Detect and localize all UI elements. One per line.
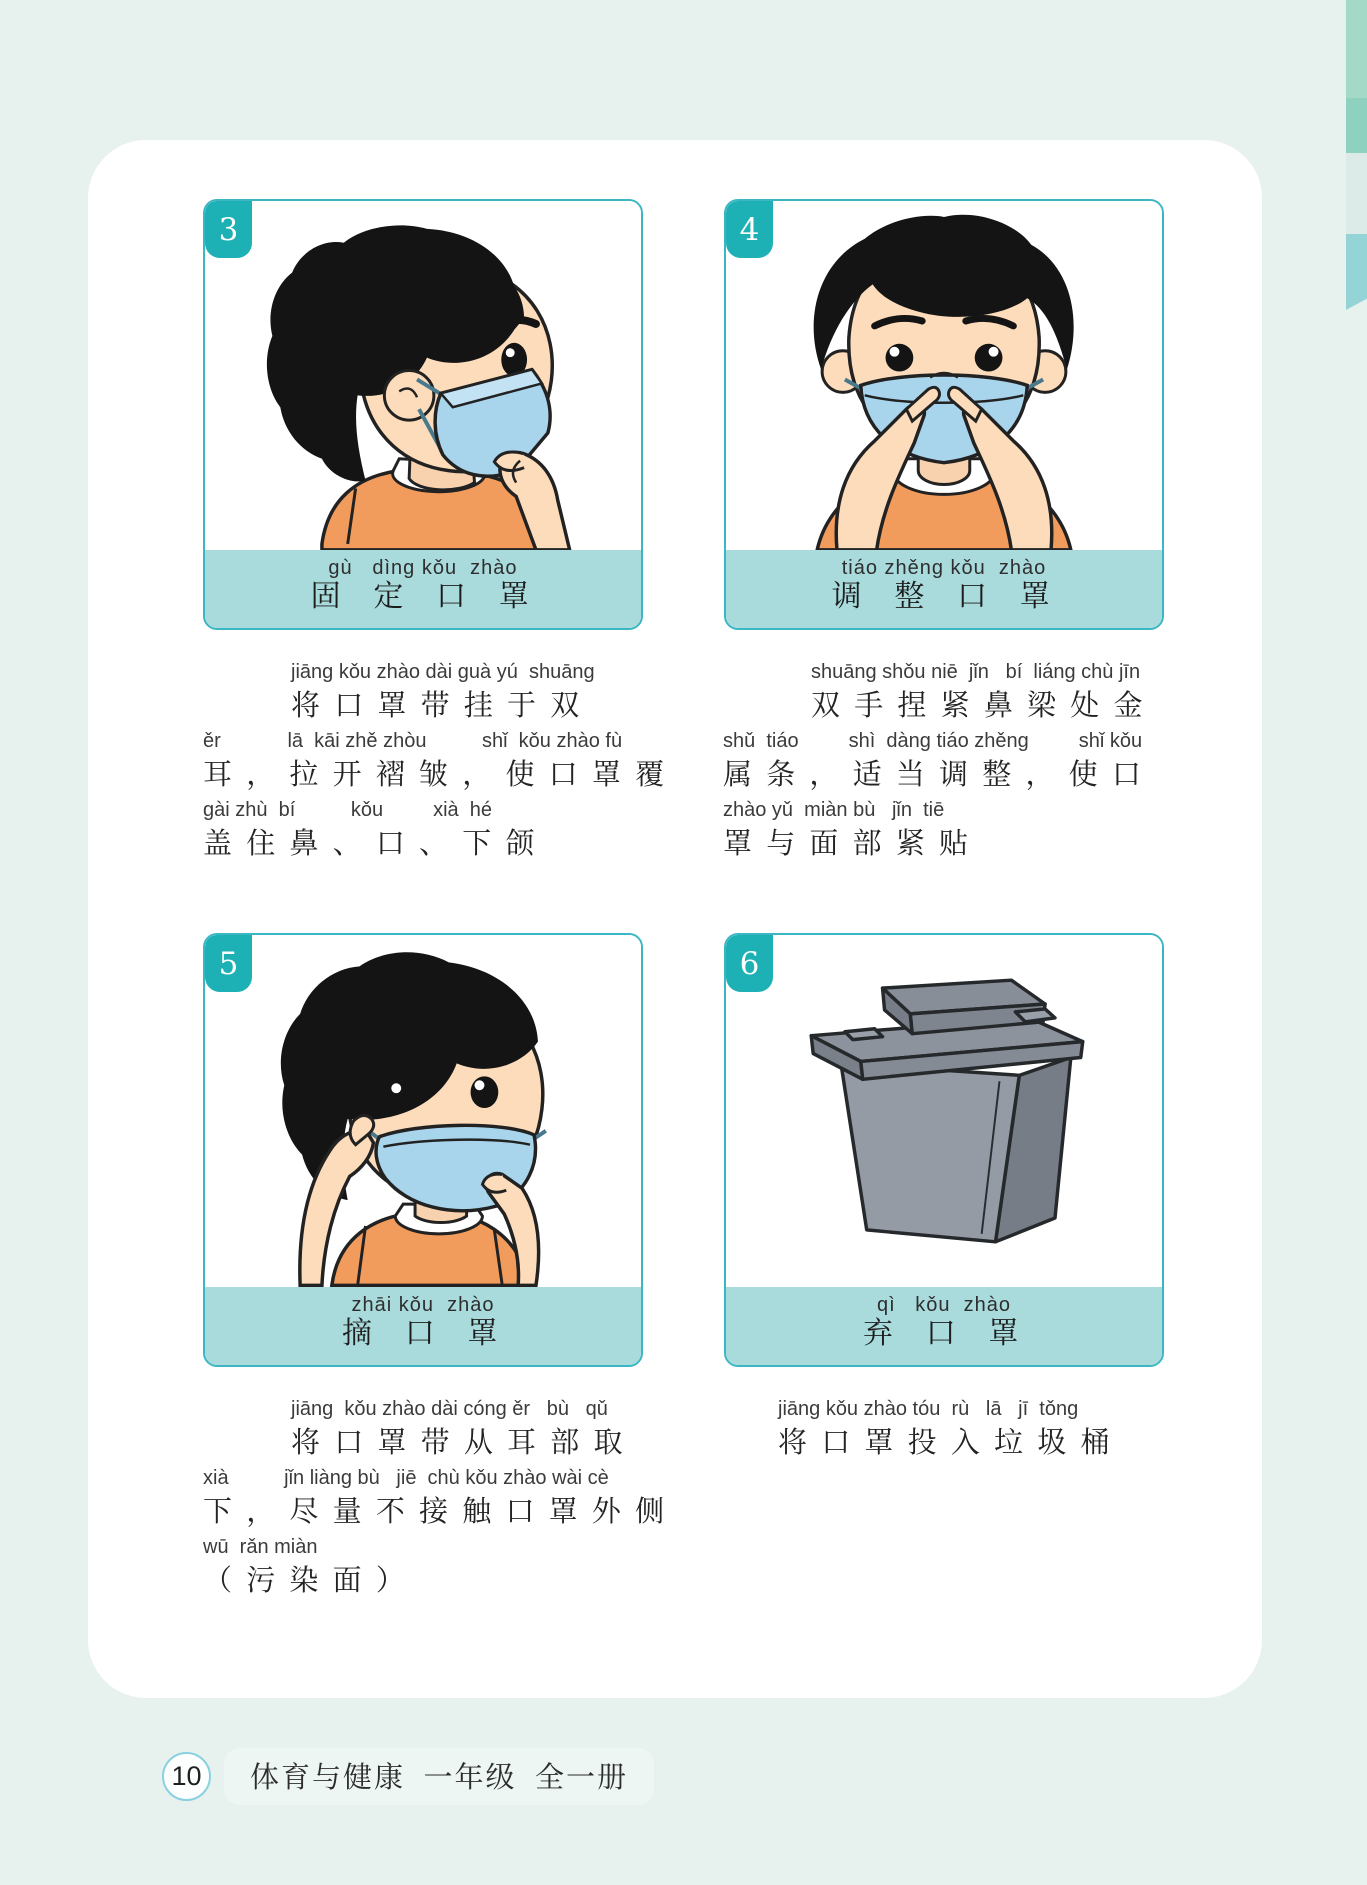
edge-tab-strip-1 [1346, 0, 1367, 98]
hanzi-line: 属 条 ， 适 当 调 整 ， 使 口 [723, 759, 1145, 791]
pinyin-line: xià jǐn liàng bù jiē chù kǒu zhào wài cè [203, 1467, 609, 1489]
step-panel-4 [724, 199, 1164, 630]
hanzi-line: 双 手 捏 紧 鼻 梁 处 金 [811, 690, 1146, 722]
hanzi-line: 罩 与 面 部 紧 贴 [723, 828, 972, 860]
text-line-pair [203, 659, 673, 727]
step-5-description [203, 1396, 673, 1603]
hanzi-line: 耳 ， 拉 开 褶 皱 ， 使 口 罩 覆 [203, 759, 668, 791]
caption-hanzi: 弃 口 罩 [863, 1317, 1031, 1350]
pinyin-line: shuāng shǒu niē jǐn bí liáng chù jīn [811, 661, 1141, 683]
bin-body [841, 1063, 1019, 1241]
caption-bar [726, 1287, 1162, 1365]
step-number-badge: 4 [726, 201, 773, 258]
ear [384, 371, 434, 421]
text-line-pair [723, 1396, 1193, 1464]
hanzi-line: 下 ， 尽 量 不 接 触 口 罩 外 侧 [203, 1496, 668, 1528]
text-line-pair [203, 1534, 673, 1602]
trash-bin-illustration [726, 935, 1162, 1287]
boy-adjusting-mask-front-view-illustration [726, 201, 1162, 550]
step-number-badge: 5 [205, 935, 252, 992]
step-number-badge: 3 [205, 201, 252, 258]
caption-bar [726, 550, 1162, 628]
hanzi-line: 将 口 罩 带 从 耳 部 取 [291, 1427, 626, 1459]
caption-pinyin: gù dìng kǒu zhào [328, 557, 518, 579]
pinyin-line: jiāng kǒu zhào tóu rù lā jī tǒng [778, 1398, 1079, 1420]
text-line-pair [723, 728, 1193, 796]
pinyin-line: wū rǎn miàn [203, 1536, 318, 1558]
caption-hanzi: 摘 口 罩 [342, 1317, 510, 1350]
pinyin-line: shǔ tiáo shì dàng tiáo zhěng shǐ kǒu [723, 730, 1143, 752]
boy-securing-mask-side-view-illustration [205, 201, 641, 550]
book-title: 体育与健康 一年级 全一册 [224, 1748, 654, 1805]
caption-hanzi: 调 整 口 罩 [831, 580, 1063, 613]
text-line-pair [203, 797, 673, 865]
edge-tab-strip-2 [1346, 98, 1367, 153]
edge-tab-strip-3 [1346, 153, 1367, 234]
caption-pinyin: tiáo zhěng kǒu zhào [841, 557, 1047, 579]
bin-handle [845, 1029, 883, 1040]
caption-bar [205, 550, 641, 628]
step-panel-6 [724, 933, 1164, 1367]
step-4-description [723, 659, 1193, 866]
step-6-description [723, 1396, 1193, 1465]
text-line-pair [723, 659, 1193, 727]
hanzi-line: 将 口 罩 带 挂 于 双 [291, 690, 583, 722]
step-number-badge: 6 [726, 935, 773, 992]
edge-tab-strip-4 [1346, 234, 1367, 310]
caption-pinyin: zhāi kǒu zhào [351, 1294, 495, 1316]
step-3-illustration-area [205, 201, 641, 550]
pinyin-line: gài zhù bí kǒu xià hé [203, 799, 493, 821]
hanzi-line: 盖 住 鼻 、 口 、 下 颌 [203, 828, 538, 860]
caption-pinyin: qì kǒu zhào [876, 1294, 1012, 1316]
text-line-pair [723, 797, 1193, 865]
step-6-illustration-area [726, 935, 1162, 1287]
pinyin-line: jiāng kǒu zhào dài guà yú shuāng [291, 661, 595, 683]
page-number-badge: 10 [162, 1752, 211, 1801]
step-5-illustration-area [205, 935, 641, 1287]
pinyin-line: jiāng kǒu zhào dài cóng ěr bù qǔ [291, 1398, 608, 1420]
pinyin-line: zhào yǔ miàn bù jǐn tiē [723, 799, 945, 821]
step-panel-3 [203, 199, 643, 630]
hanzi-line: （ 污 染 面 ） [203, 1565, 409, 1597]
page-footer [162, 1748, 654, 1805]
caption-hanzi: 固 定 口 罩 [310, 580, 542, 613]
text-line-pair [203, 728, 673, 796]
step-3-description [203, 659, 673, 866]
bin-handle [1015, 1009, 1055, 1022]
step-panel-5 [203, 933, 643, 1367]
boy-removing-mask-illustration [205, 935, 641, 1287]
hanzi-line: 将 口 罩 投 入 垃 圾 桶 [778, 1427, 1113, 1459]
caption-bar [205, 1287, 641, 1365]
step-4-illustration-area [726, 201, 1162, 550]
text-line-pair [203, 1465, 673, 1533]
pinyin-line: ěr lā kāi zhě zhòu shǐ kǒu zhào fù [203, 730, 623, 752]
text-line-pair [203, 1396, 673, 1464]
